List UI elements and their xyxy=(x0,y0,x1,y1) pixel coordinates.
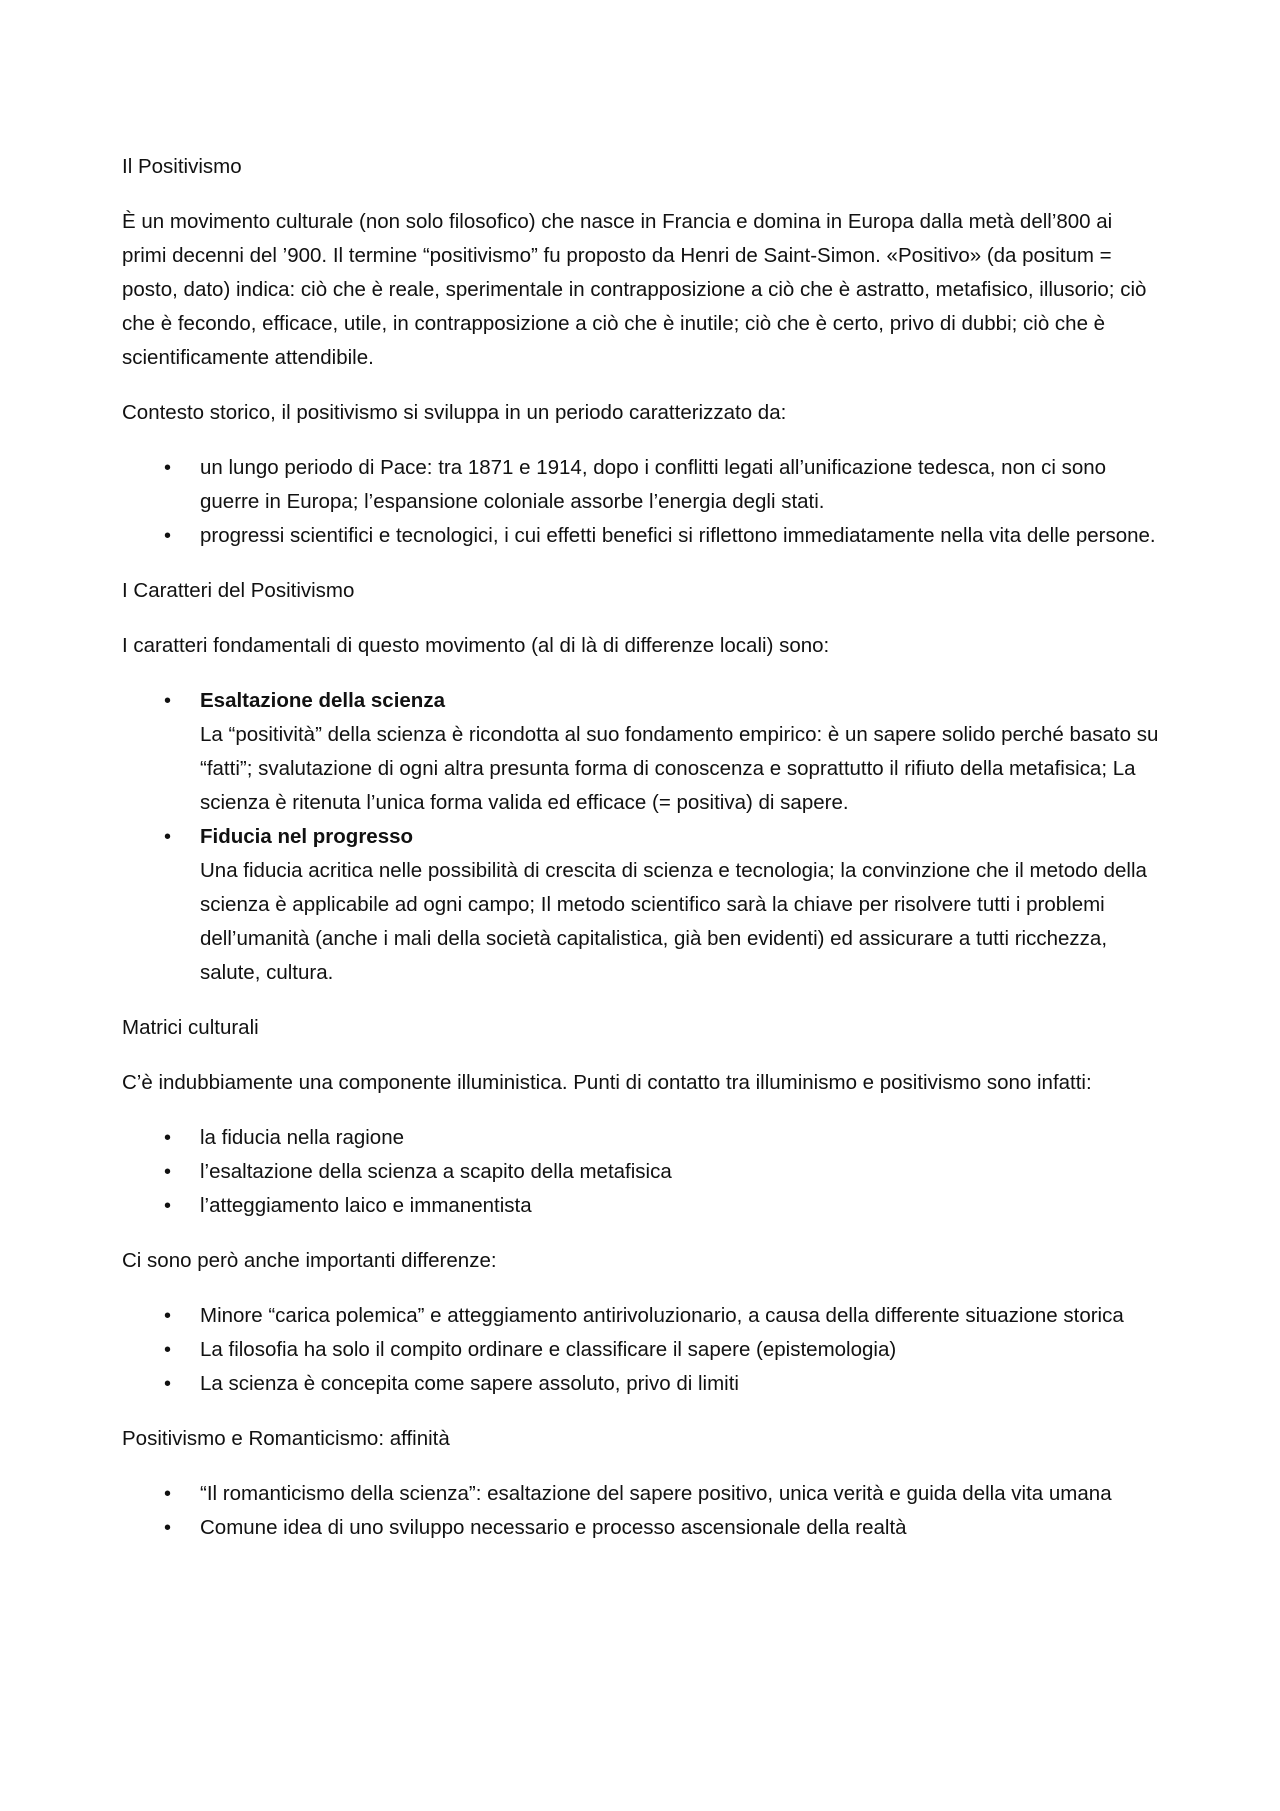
bullet-icon: • xyxy=(164,1373,172,1395)
list-item xyxy=(122,1477,1162,1511)
bullet-icon: • xyxy=(164,1483,172,1505)
bullet-icon: • xyxy=(164,1127,172,1149)
list-item xyxy=(122,684,1162,820)
list-item-text: l’esaltazione della scienza a scapito della metafisica xyxy=(200,1160,672,1183)
list-item xyxy=(122,519,1162,553)
list-item xyxy=(122,1189,1162,1223)
list-item xyxy=(122,1155,1162,1189)
section-heading-matrici: Matrici culturali xyxy=(122,1016,259,1039)
list-item xyxy=(122,1511,1162,1545)
bullet-icon: • xyxy=(164,826,172,848)
list-item-text: Minore “carica polemica” e atteggiamento antirivoluzionario, a causa della differente situazione storica xyxy=(200,1304,1124,1327)
list-item xyxy=(122,1333,1162,1367)
list-item xyxy=(122,1299,1162,1333)
bullet-icon: • xyxy=(164,1339,172,1361)
list-item-text: La filosofia ha solo il compito ordinare e classificare il sapere (epistemologia) xyxy=(200,1338,897,1361)
list-item-text: La scienza è concepita come sapere assoluto, privo di limiti xyxy=(200,1372,739,1395)
list-item-text: Comune idea di uno sviluppo necessario e processo ascensionale della realtà xyxy=(200,1516,907,1539)
bullet-icon: • xyxy=(164,525,172,547)
definition-paragraph: È un movimento culturale (non solo filosofico) che nasce in Francia e domina in Europa dalla metà dell’800 ai primi decenni del ’900. Il termine “positivismo” fu proposto da Henri de Saint-Simon. «Positivo» (da positum = posto, dato) indica: ciò che è reale, sperimentale in contrapposizione a ciò che è astratto, metafisico, illusorio; ciò che è fecondo, efficace, utile, in contrapposizione a ciò che è inutile; ciò che è certo, privo di dubbi; ciò che è scientificamente attendibile. xyxy=(122,210,1147,369)
list-item-text: un lungo periodo di Pace: tra 1871 e 1914, dopo i conflitti legati all’unificazione tedesca, non ci sono guerre in Europa; l’espansione coloniale assorbe l’energia degli stati. xyxy=(200,456,1107,513)
bullet-icon: • xyxy=(164,1305,172,1327)
caratteri-intro: I caratteri fondamentali di questo movimento (al di là di differenze locali) sono: xyxy=(122,634,830,657)
list-item-body: La “positività” della scienza è ricondotta al suo fondamento empirico: è un sapere solido perché basato su “fatti”; svalutazione di ogni altra presunta forma di conoscenza e soprattutto il rifiuto della metafisica; La scienza è ritenuta l’unica forma valida ed efficace (= positiva) di sapere. xyxy=(200,723,1159,814)
matrici-contact-list xyxy=(122,1121,1162,1223)
bullet-icon: • xyxy=(164,1195,172,1217)
bullet-icon: • xyxy=(164,1161,172,1183)
list-item-text: la fiducia nella ragione xyxy=(200,1126,404,1149)
section-heading-caratteri: I Caratteri del Positivismo xyxy=(122,579,355,602)
list-item xyxy=(122,820,1162,990)
list-item xyxy=(122,451,1162,519)
list-item-text: progressi scientifici e tecnologici, i cui effetti benefici si riflettono immediatamente nella vita delle persone. xyxy=(200,524,1156,547)
differenze-list xyxy=(122,1299,1162,1401)
list-item-body: Una fiducia acritica nelle possibilità di crescita di scienza e tecnologia; la convinzione che il metodo della scienza è applicabile ad ogni campo; Il metodo scientifico sarà la chiave per risolvere tutti i problemi dell’umanità (anche i mali della società capitalistica, già ben evidenti) ed assicurare a tutti ricchezza, salute, cultura. xyxy=(200,859,1147,984)
historical-context-list xyxy=(122,451,1162,553)
list-item-text: “Il romanticismo della scienza”: esaltazione del sapere positivo, unica verità e guida della vita umana xyxy=(200,1482,1112,1505)
differenze-intro: Ci sono però anche importanti differenze: xyxy=(122,1249,497,1272)
romanticismo-list xyxy=(122,1477,1162,1545)
bullet-icon: • xyxy=(164,1517,172,1539)
document-page xyxy=(122,150,1162,1566)
list-item xyxy=(122,1367,1162,1401)
bullet-icon: • xyxy=(164,690,172,712)
section-heading-romanticismo: Positivismo e Romanticismo: affinità xyxy=(122,1427,450,1450)
list-item-text: l’atteggiamento laico e immanentista xyxy=(200,1194,532,1217)
matrici-intro: C’è indubbiamente una componente illuministica. Punti di contatto tra illuminismo e positivismo sono infatti: xyxy=(122,1071,1092,1094)
list-item xyxy=(122,1121,1162,1155)
historical-context-intro: Contesto storico, il positivismo si sviluppa in un periodo caratterizzato da: xyxy=(122,401,787,424)
caratteri-list xyxy=(122,684,1162,990)
list-item-title: Esaltazione della scienza xyxy=(200,689,445,712)
bullet-icon: • xyxy=(164,457,172,479)
list-item-title: Fiducia nel progresso xyxy=(200,825,414,848)
section-heading-positivismo: Il Positivismo xyxy=(122,155,242,178)
